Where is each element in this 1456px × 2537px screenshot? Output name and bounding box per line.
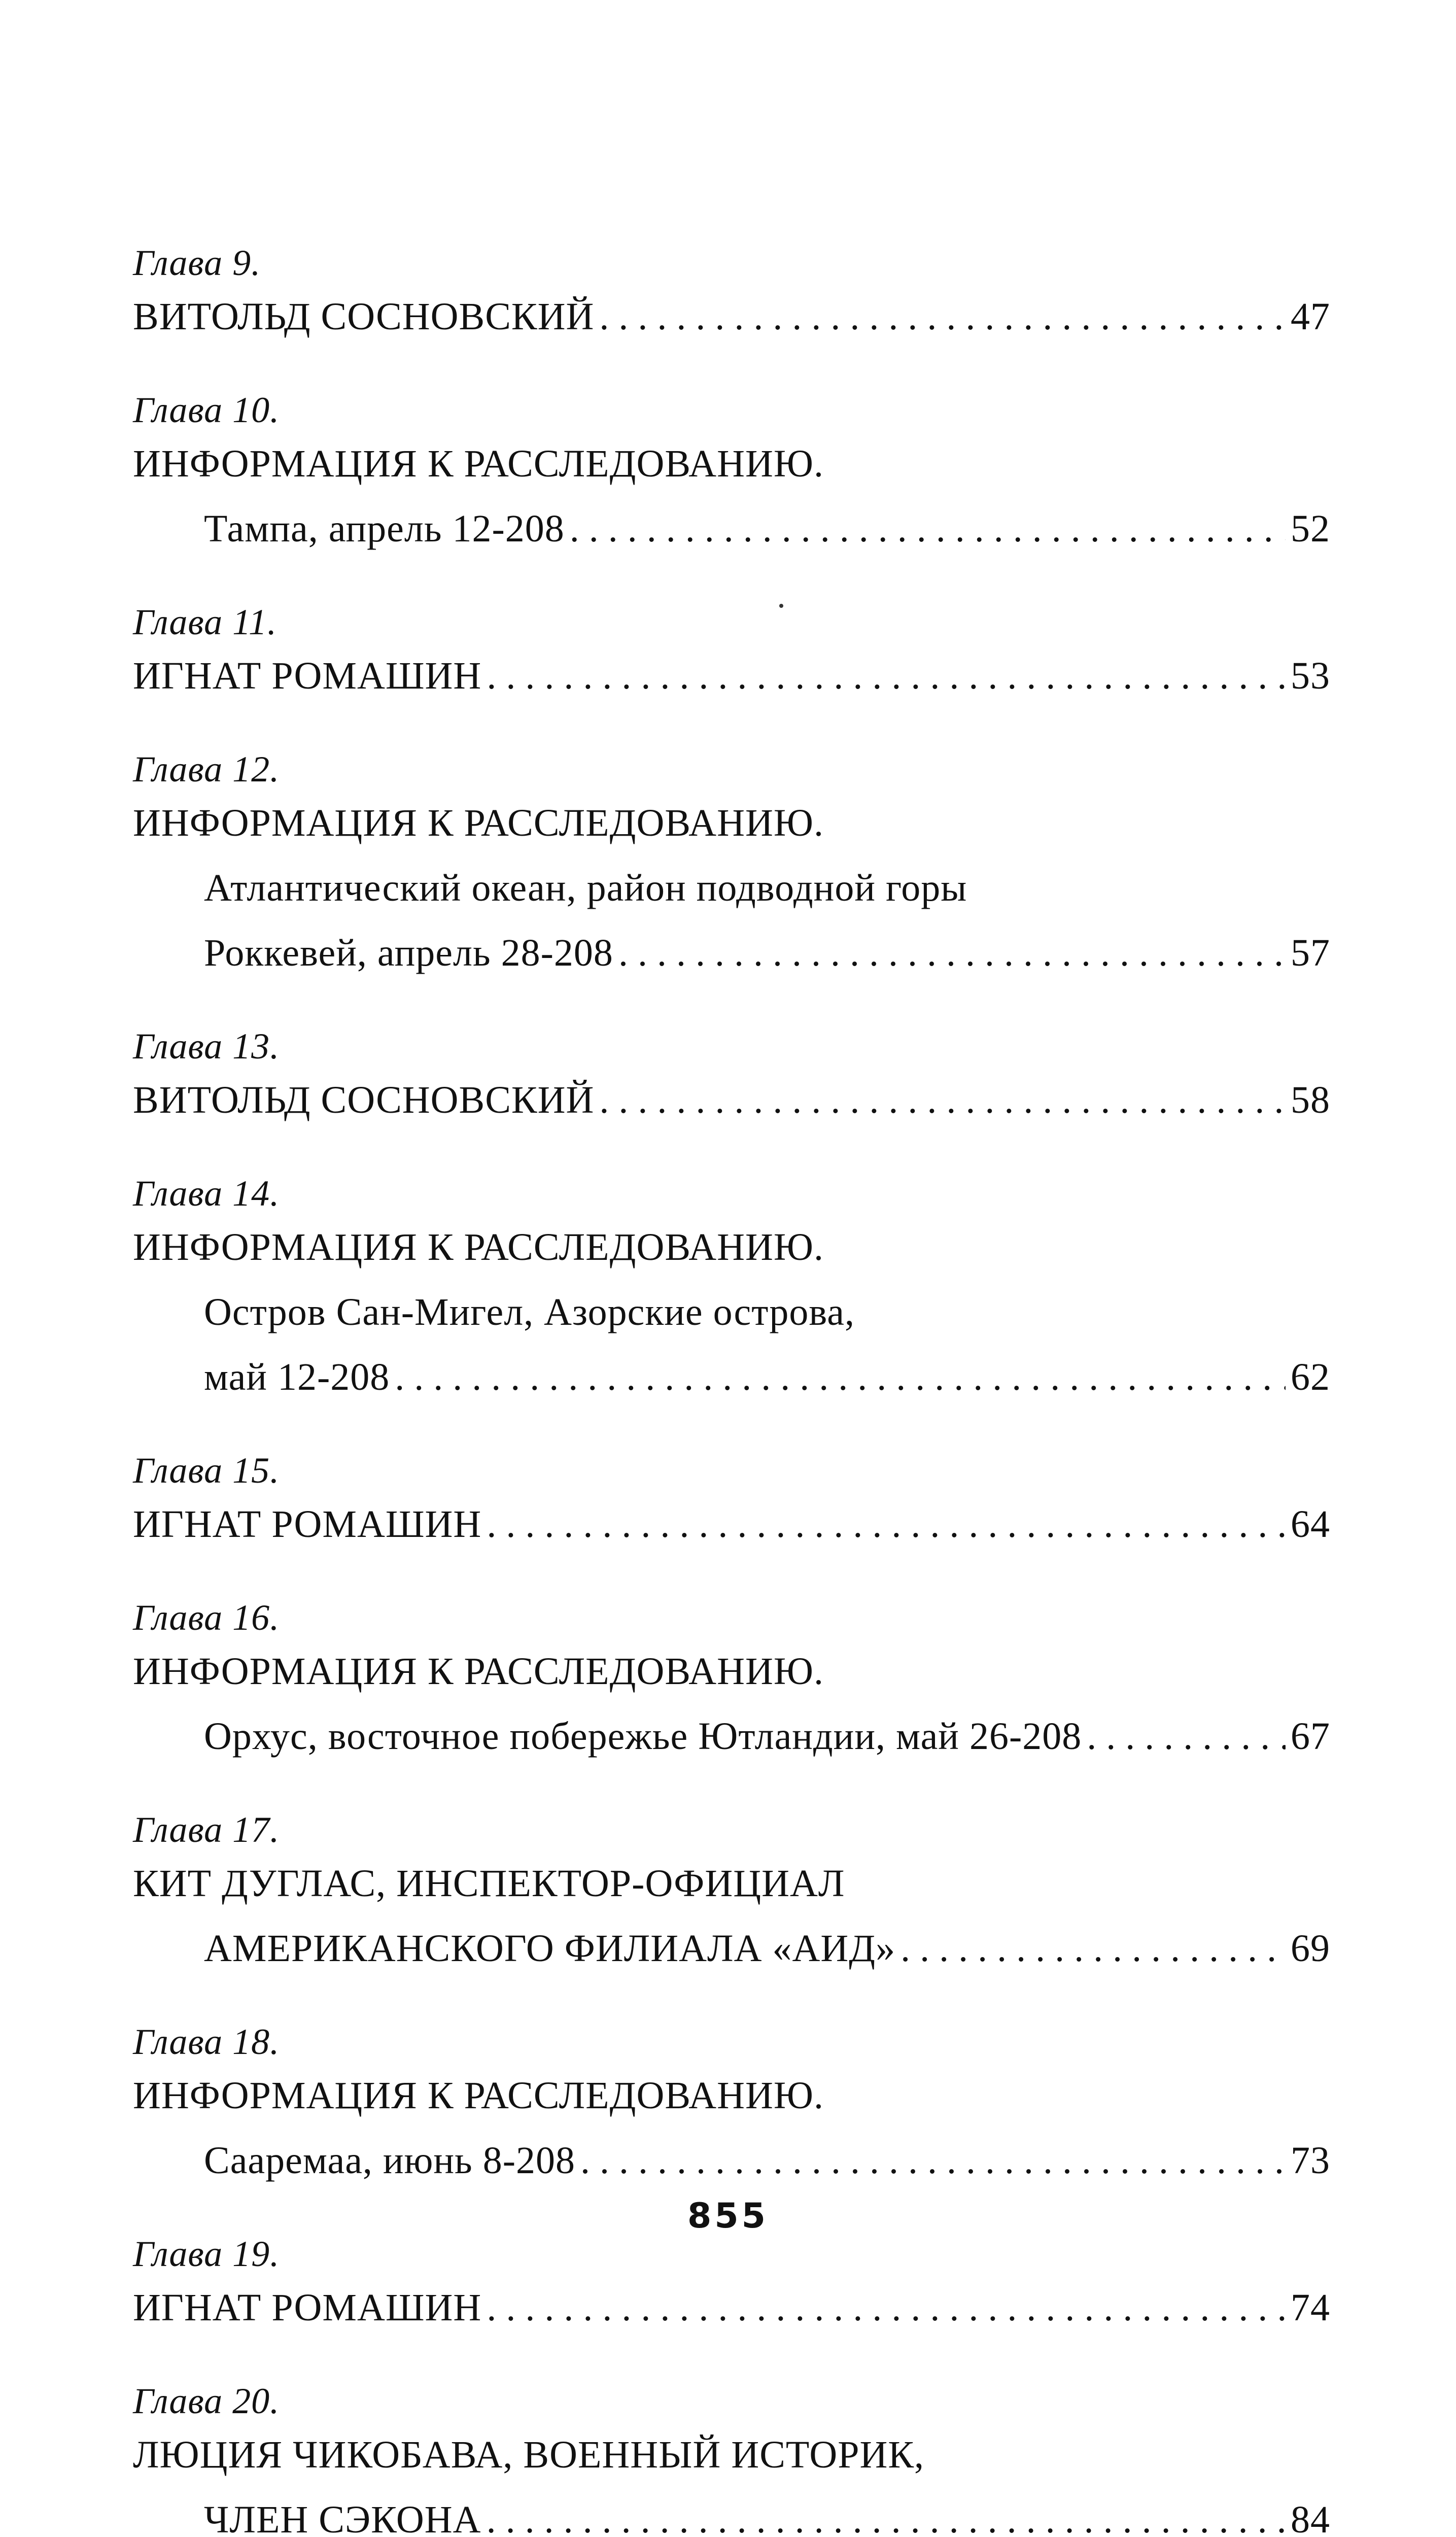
page-number: 52 xyxy=(1291,507,1330,550)
page-number: 58 xyxy=(1291,1079,1330,1121)
toc-title: ЧЛЕН СЭКОНА xyxy=(204,2498,481,2537)
toc-subtitle: Сааремаа, июнь 8-208 xyxy=(204,2139,576,2182)
page-folio: 855 xyxy=(687,2196,769,2236)
chapter-label: Глава 18. xyxy=(133,2021,280,2062)
chapter-label: Глава 19. xyxy=(133,2234,280,2274)
toc-subtitle: Тампа, апрель 12-208 xyxy=(204,507,565,550)
toc-entry xyxy=(133,2233,1330,2340)
toc-title-row xyxy=(133,2128,1330,2193)
toc-title-row xyxy=(133,2275,1330,2340)
toc-title-line: ИНФОРМАЦИЯ К РАССЛЕДОВАНИЮ. xyxy=(133,802,824,844)
toc-title-row xyxy=(133,1704,1330,1769)
toc-title: ИГНАТ РОМАШИН xyxy=(133,655,482,697)
dot-leader xyxy=(1087,1704,1286,1769)
dot-leader xyxy=(487,643,1286,708)
toc-entry xyxy=(133,389,1330,561)
dot-leader xyxy=(487,1492,1286,1557)
toc-subtitle: май 12-208 xyxy=(204,1356,390,1398)
toc-entry xyxy=(133,1172,1330,1410)
toc-title-row xyxy=(133,284,1330,349)
toc-title-row xyxy=(133,1068,1330,1133)
toc-title-row xyxy=(133,496,1330,561)
toc-entry xyxy=(133,1025,1330,1133)
toc-subtitle: Орхус, восточное побережье Ютландии, май 26-208 xyxy=(204,1715,1082,1758)
dot-leader xyxy=(570,496,1286,561)
toc-title: ИГНАТ РОМАШИН xyxy=(133,1503,482,1546)
chapter-label: Глава 13. xyxy=(133,1026,280,1067)
toc-title-line: ИНФОРМАЦИЯ К РАССЛЕДОВАНИЮ. xyxy=(133,2074,824,2117)
chapter-label: Глава 9. xyxy=(133,243,261,283)
dot-leader xyxy=(487,2487,1286,2537)
dot-leader xyxy=(599,1068,1286,1133)
toc-title-line: ЛЮЦИЯ ЧИКОБАВА, ВОЕННЫЙ ИСТОРИК, xyxy=(133,2433,925,2476)
dot-leader xyxy=(618,920,1286,985)
page-number: 53 xyxy=(1291,655,1330,697)
chapter-label: Глава 12. xyxy=(133,749,280,790)
toc-subtitle: Роккевей, апрель 28-208 xyxy=(204,932,613,974)
dot-leader xyxy=(395,1345,1286,1410)
toc-title: ИГНАТ РОМАШИН xyxy=(133,2286,482,2329)
toc-title-row xyxy=(133,920,1330,985)
page-number: 74 xyxy=(1291,2286,1330,2329)
chapter-label: Глава 15. xyxy=(133,1450,280,1491)
toc-title-row xyxy=(133,1492,1330,1557)
toc-entry xyxy=(133,1808,1330,1981)
toc-entry xyxy=(133,1449,1330,1557)
toc-title-line: ИНФОРМАЦИЯ К РАССЛЕДОВАНИЮ. xyxy=(133,1650,824,1693)
page-number: 73 xyxy=(1291,2139,1330,2182)
table-of-contents xyxy=(133,242,1330,2537)
toc-title-row xyxy=(133,1916,1330,1981)
chapter-label: Глава 16. xyxy=(133,1597,280,1638)
dot-leader xyxy=(900,1916,1286,1981)
toc-title-line: ИНФОРМАЦИЯ К РАССЛЕДОВАНИЮ. xyxy=(133,1226,824,1268)
toc-subtitle-line: Атлантический океан, район подводной горы xyxy=(204,867,967,909)
page-number: 62 xyxy=(1291,1356,1330,1398)
toc-entry xyxy=(133,601,1330,708)
toc-title: АМЕРИКАНСКОГО ФИЛИАЛА «АИД» xyxy=(204,1927,896,1970)
dot-leader xyxy=(599,284,1286,349)
chapter-label: Глава 17. xyxy=(133,1809,280,1850)
chapter-label: Глава 14. xyxy=(133,1173,280,1214)
toc-title-line: ИНФОРМАЦИЯ К РАССЛЕДОВАНИЮ. xyxy=(133,442,824,485)
chapter-label: Глава 11. xyxy=(133,602,277,642)
page-number: 57 xyxy=(1291,932,1330,974)
dot-leader xyxy=(487,2275,1286,2340)
chapter-label: Глава 10. xyxy=(133,390,280,430)
toc-subtitle-line: Остров Сан-Мигел, Азорские острова, xyxy=(204,1291,855,1333)
toc-title: ВИТОЛЬД СОСНОВСКИЙ xyxy=(133,295,595,338)
toc-title-row xyxy=(133,2487,1330,2537)
print-speck xyxy=(779,604,783,608)
toc-entry xyxy=(133,2380,1330,2537)
page-number: 84 xyxy=(1291,2498,1330,2537)
page-number: 69 xyxy=(1291,1927,1330,1970)
chapter-label: Глава 20. xyxy=(133,2381,280,2421)
page-number: 67 xyxy=(1291,1715,1330,1758)
toc-title: ВИТОЛЬД СОСНОВСКИЙ xyxy=(133,1079,595,1121)
toc-entry xyxy=(133,748,1330,985)
page-number: 64 xyxy=(1291,1503,1330,1546)
toc-title-line: КИТ ДУГЛАС, ИНСПЕКТОР-ОФИЦИАЛ xyxy=(133,1862,845,1905)
dot-leader xyxy=(580,2128,1286,2193)
toc-entry xyxy=(133,242,1330,349)
toc-title-row xyxy=(133,643,1330,708)
toc-title-row xyxy=(133,1345,1330,1410)
toc-entry xyxy=(133,2020,1330,2193)
toc-entry xyxy=(133,1596,1330,1769)
page-number: 47 xyxy=(1291,295,1330,338)
